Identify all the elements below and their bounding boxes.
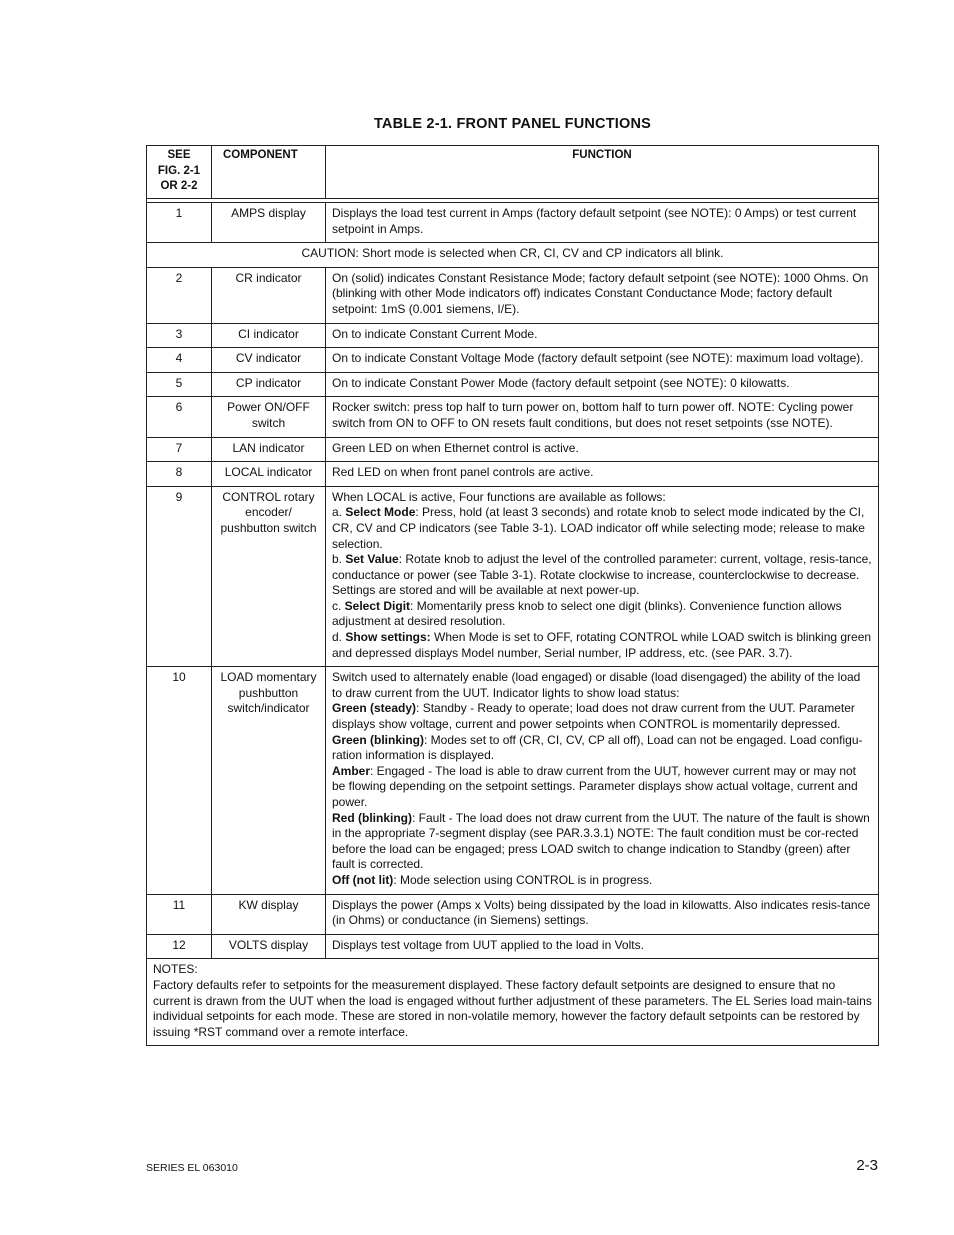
row-function: Displays test voltage from UUT applied to the load in Volts. [326,934,879,959]
load-status-green-steady: Green (steady): Standby - Ready to operate; load does not draw current from the UUT. Parameter displays show voltage, current and power setpoints when CONTROL is momentarily depressed. [332,701,855,732]
table-row [147,267,879,323]
row-number: 1 [147,203,212,243]
row-component: KW display [212,894,326,934]
caution-row [147,243,879,268]
table-row [147,397,879,437]
row-component: LAN indicator [212,437,326,462]
table-row [147,203,879,243]
row-function: On to indicate Constant Power Mode (factory default setpoint (see NOTE): 0 kilowatts. [326,372,879,397]
control-item-select-mode: a. Select Mode: Press, hold (at least 3 seconds) and rotate knob to select mode indicated by the CI, CR, CV and CP indicators (see Table 3-1). LOAD indicator off while selecting mode; release to make selection. [332,505,865,551]
row-component: CP indicator [212,372,326,397]
row-number: 9 [147,486,212,667]
load-intro: Switch used to alternately enable (load engaged) or disable (load disengaged) the ability of the load to draw current from the UUT. Indicator lights to show load status: [332,670,861,700]
load-status-green-blinking: Green (blinking): Modes set to off (CR, CI, CV, CP all off), Load can not be engaged. Load configu-ration information is displayed. [332,732,863,763]
row-component: Power ON/OFF switch [212,397,326,437]
header-component: COMPONENT [212,146,326,199]
table-row [147,323,879,348]
row-number: 11 [147,894,212,934]
control-item-show-settings: d. Show settings: When Mode is set to OFF, rotating CONTROL while LOAD switch is blinking green and depressed displays Model number, Serial number, IP address, etc. (see PAR. 3.7). [332,630,872,660]
load-status-amber: Amber: Engaged - The load is able to draw current from the UUT, however current may or may not be flowing depending on the setpoint settings. Parameter displays show actual voltage, current and power. [332,763,858,809]
row-function [326,667,879,894]
row-function: On to indicate Constant Voltage Mode (factory default setpoint (see NOTE): maximum load voltage). [326,348,879,373]
notes-row [147,959,879,1046]
row-number: 6 [147,397,212,437]
control-item-select-digit: c. Select Digit: Momentarily press knob to select one digit (blinks). Convenience function allows adjustment at desired resolution. [332,598,842,629]
row-number: 5 [147,372,212,397]
table-row [147,437,879,462]
load-status-off: Off (not lit): Mode selection using CONTROL is in progress. [332,872,653,887]
table-row [147,372,879,397]
row-component: LOCAL indicator [212,462,326,487]
table-row [147,462,879,487]
footer-document-id: SERIES EL 063010 [146,1162,238,1174]
row-function: Displays the power (Amps x Volts) being dissipated by the load in kilowatts. Also indicates resis-tance (in Ohms) or conductance (in Siemens) settings. [326,894,879,934]
row-component: VOLTS display [212,934,326,959]
row-component: AMPS display [212,203,326,243]
page-title: TABLE 2-1. FRONT PANEL FUNCTIONS [373,116,652,132]
header-see-fig [147,146,212,199]
row-component: CONTROL rotary encoder/ pushbutton switch [212,486,326,667]
control-item-set-value: b. Set Value: Rotate knob to adjust the level of the controlled parameter: current, voltage, resis-tance, conductance or power (see Table 3-1). Rotate clockwise to increase, counterclockwise to decrease. Settings are stored and will be available at next power-up. [332,552,872,598]
row-function: Rocker switch: press top half to turn power on, bottom half to turn power off. NOTE: Cycling power switch from ON to OFF to ON resets fault conditions, but does not reset setpoints (sse NOTE). [326,397,879,437]
row-component: CR indicator [212,267,326,323]
table-header-row [147,146,879,199]
table-row [147,486,879,667]
table-row [147,667,879,894]
header-function: FUNCTION [326,146,879,199]
header-see-line3: OR 2-2 [160,180,198,193]
row-number: 4 [147,348,212,373]
control-intro: When LOCAL is active, Four functions are available as follows: [332,489,666,504]
notes-label: NOTES: [153,962,198,977]
header-see-line1: SEE [167,149,191,161]
row-number: 3 [147,323,212,348]
row-function: Red LED on when front panel controls are active. [326,462,879,487]
row-function [326,486,879,667]
row-number: 8 [147,462,212,487]
table-row [147,934,879,959]
row-number: 7 [147,437,212,462]
row-component: CI indicator [212,323,326,348]
row-function: Displays the load test current in Amps (factory default setpoint (see NOTE): 0 Amps) or test current setpoint in Amps. [326,203,879,243]
row-number: 10 [147,667,212,894]
table-row [147,894,879,934]
front-panel-functions-table [146,145,879,1046]
row-number: 12 [147,934,212,959]
notes-cell [147,959,879,1046]
row-function: On to indicate Constant Current Mode. [326,323,879,348]
row-component: CV indicator [212,348,326,373]
page-number: 2-3 [856,1157,878,1174]
table-row [147,348,879,373]
row-function: On (solid) indicates Constant Resistance Mode; factory default setpoint (see NOTE): 1000 Ohms. On (blinking with other Mode indicators off) indicates Constant Conductance Mode; factory default setpoint: 1mS (0.001 siemens, I/E). [326,267,879,323]
caution-text: CAUTION: Short mode is selected when CR, CI, CV and CP indicators all blink. [147,243,879,268]
header-see-line2: FIG. 2-1 [157,164,201,177]
load-status-red-blinking: Red (blinking): Fault - The load does not draw current from the UUT. The nature of the fault is shown in the appropriate 7-segment display (see PAR.3.3.1) NOTE: The fault condition must be cor-rected before the load can be engaged; press LOAD switch to change indication to Standby (green) after fault is corrected. [332,810,870,872]
notes-text: Factory defaults refer to setpoints for the measurement displayed. These factory default setpoints are designed to ensure that no current is drawn from the UUT when the load is engaged without further adjustment of these parameters. The EL Series load main-tains individual setpoints for each mode. These are stored in non-volatile memory, however the factory default setpoints can be restored by issuing *RST command over a remote interface. [153,977,872,1039]
row-function: Green LED on when Ethernet control is active. [326,437,879,462]
row-number: 2 [147,267,212,323]
row-component: LOAD momentary pushbutton switch/indicator [212,667,326,894]
